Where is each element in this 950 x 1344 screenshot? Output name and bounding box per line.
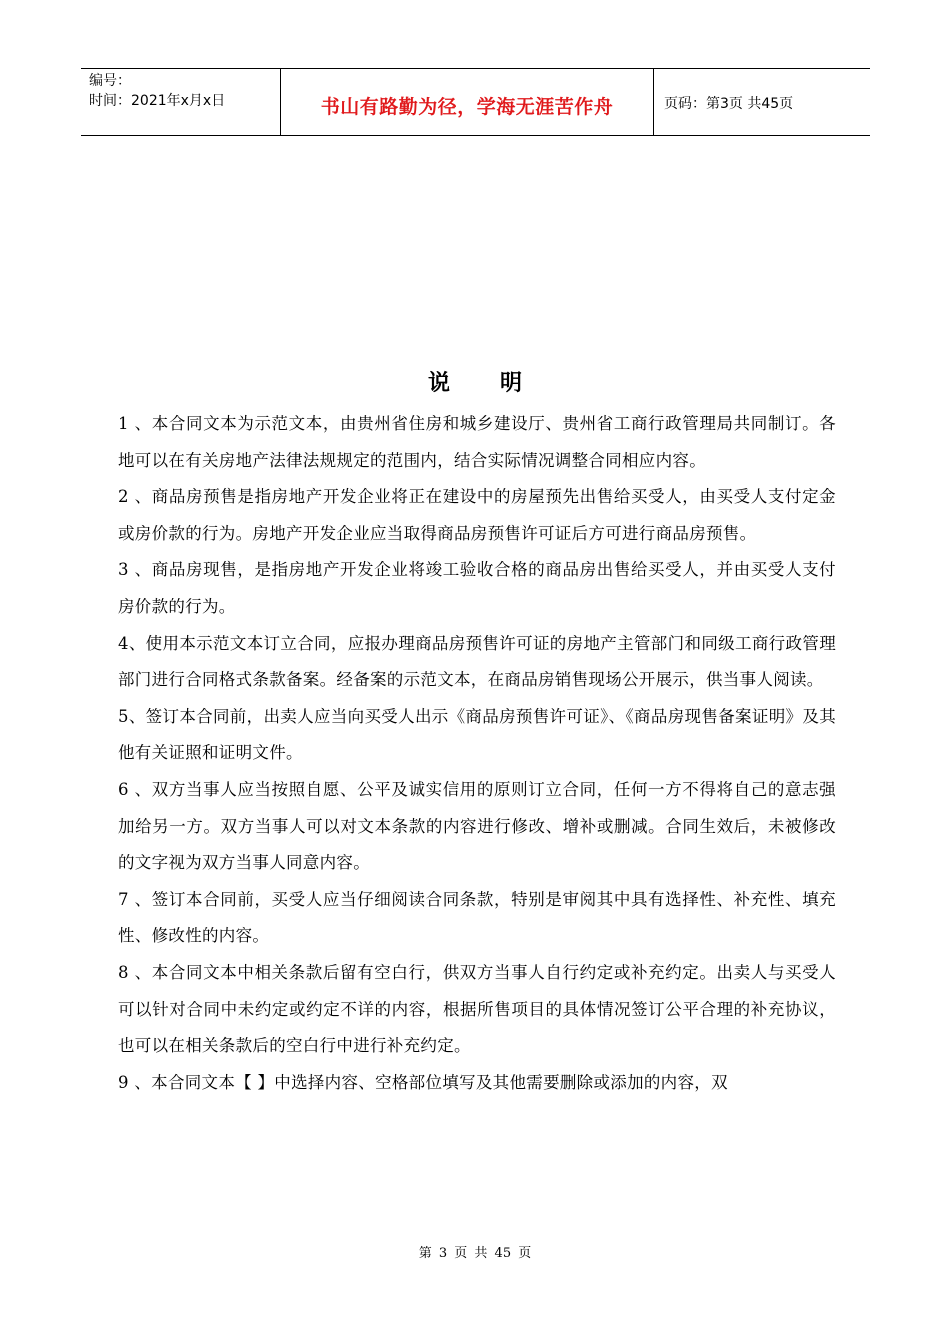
paragraph-7: 7 、签订本合同前，买受人应当仔细阅读合同条款，特别是审阅其中具有选择性、补充性、填充性、修改性的内容。 [118, 889, 836, 946]
header-motto: 书山有路勤为径，学海无涯苦作舟 [320, 95, 614, 118]
document-code-label: 编号： [89, 73, 131, 89]
document-body [118, 406, 836, 1101]
paragraph-2: 2 、商品房预售是指房地产开发企业将正在建设中的房屋预先出售给买受人，由买受人支付定金或房价款的行为。房地产开发企业应当取得商品房预售许可证后方可进行商品房预售。 [118, 487, 836, 543]
paragraph-1: 1 、本合同文本为示范文本，由贵州省住房和城乡建设厅、贵州省工商行政管理局共同制订。各地可以在有关房地产法律法规规定的范围内，结合实际情况调整合同相应内容。 [118, 414, 836, 470]
document-title [0, 366, 950, 397]
document-time-label: 时间：2021年x月x日 [89, 93, 226, 109]
page-header [81, 68, 870, 136]
paragraph-4: 4、使用本示范文本订立合同，应报办理商品房预售许可证的房地产主管部门和同级工商行政管理部门进行合同格式条款备案。经备案的示范文本，在商品房销售现场公开展示，供当事人阅读。 [118, 633, 836, 690]
document-title-left: 说 [427, 371, 450, 396]
paragraph-5: 5、签订本合同前，出卖人应当向买受人出示《商品房预售许可证》、《商品房现售备案证明》及其他有关证照和证明文件。 [118, 706, 836, 763]
header-meta-cell [81, 69, 281, 135]
paragraph-9: 9 、本合同文本【 】中选择内容、空格部位填写及其他需要删除或添加的内容，双 [118, 1072, 728, 1092]
document-title-right: 明 [500, 371, 523, 396]
page-footer [0, 1242, 950, 1261]
header-page-cell [654, 69, 870, 135]
paragraph-3: 3 、商品房现售，是指房地产开发企业将竣工验收合格的商品房出售给买受人，并由买受人支付房价款的行为。 [118, 560, 836, 616]
paragraph-8: 8 、本合同文本中相关条款后留有空白行，供双方当事人自行约定或补充约定。出卖人与买受人可以针对合同中未约定或约定不详的内容，根据所售项目的具体情况签订公平合理的补充协议，也可以在相关条款后的空白行中进行补充约定。 [118, 962, 836, 1056]
header-page-info: 页码：第3页 共45页 [664, 96, 794, 112]
header-motto-cell [281, 69, 654, 135]
paragraph-6: 6 、双方当事人应当按照自愿、公平及诚实信用的原则订立合同，任何一方不得将自己的意志强加给另一方。双方当事人可以对文本条款的内容进行修改、增补或删减。合同生效后，未被修改的文字视为双方当事人同意内容。 [118, 779, 836, 873]
footer-page-number: 第 3 页 共 45 页 [418, 1246, 532, 1261]
